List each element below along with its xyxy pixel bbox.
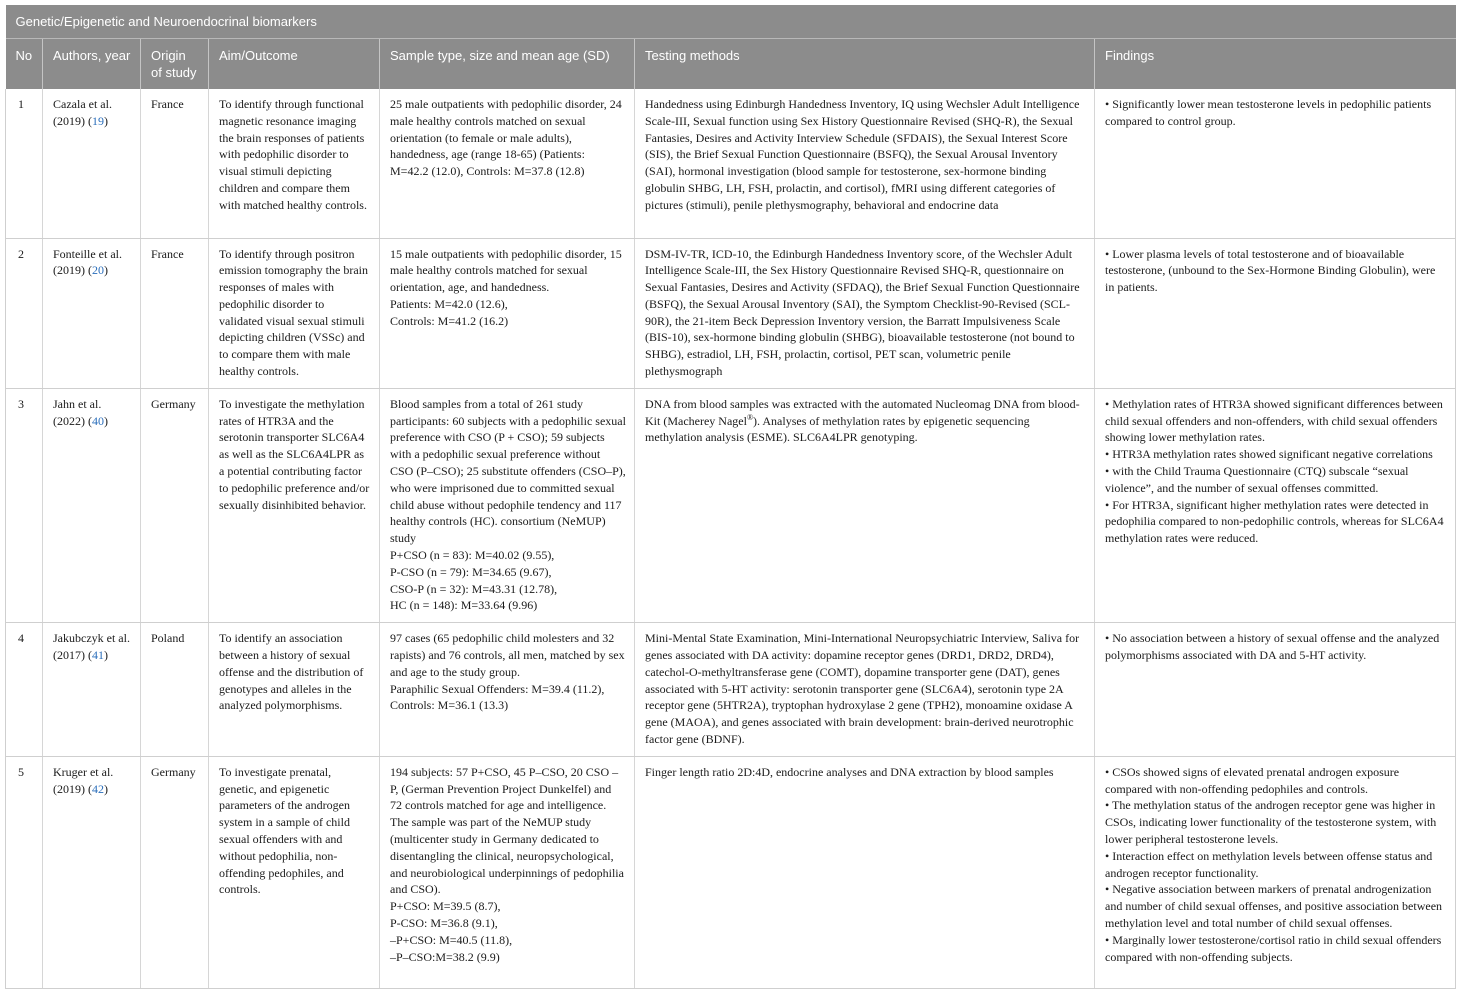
sample-line: P-CSO: M=36.8 (9.1), [390, 915, 498, 930]
reference-link[interactable]: 40 [92, 413, 104, 428]
sample-line: Blood samples from a total of 261 study participants: 60 subjects with a pedophilic sexual preference with CSO (P + CSO); 59 subjects with a pedophilic sexual preference without CSO (P–CSO); 25 substitute offenders (CSO–P), who were imprisoned due to committed sexual child abuse without pedophile tendency and 117 healthy controls (HC). consortium (NeMUP) study [390, 396, 626, 546]
table-row [6, 388, 1456, 622]
cell-origin: France [141, 89, 209, 238]
sample-line: –P+CSO: M=40.5 (11.8), [390, 932, 513, 947]
table-row [6, 89, 1456, 238]
finding-item: • Lower plasma levels of total testosterone and of bioavailable testosterone, (unbound to the Sex-Hormone Binding Globulin), were in patients. [1105, 246, 1436, 295]
cell-methods: Handedness using Edinburgh Handedness Inventory, IQ using Wechsler Adult Intelligence Scale-III, Sexual function using Sex History Questionnaire Revised (SHQ-R), the Sexual Fantasies, Desires and Activity Interview Schedule (SFDAIS), the Sexual Interest Score (SIS), the Brief Sexual Function Questionnaire (BSFQ), the Sexual Arousal Inventory (SAI), hormonal investigation (blood sample for testosterone, sex-hormone binding globulin SHBG, LH, FSH, prolactin, and cortisol), fMRI using different categories of pictures (stimuli), penile plethysmography, behavioral and endocrine data [635, 89, 1095, 238]
header-no: No [6, 39, 43, 90]
finding-item: • Interaction effect on methylation levels between offense status and androgen receptor functionality. [1105, 848, 1433, 880]
authors-text: Jakubczyk et al. (2017) ( [53, 631, 130, 663]
cell-aim: To identify through positron emission tomography the brain responses of males with pedophilic disorder to validated visual sexual stimuli depicting children (VSSc) and to compare them with male healthy controls. [209, 238, 380, 388]
sample-line: 15 male outpatients with pedophilic disorder, 15 male healthy controls matched for sexual orientation, age, and handedness. [390, 246, 622, 295]
cell-no: 3 [6, 388, 43, 622]
sample-line: Controls: M=41.2 (16.2) [390, 313, 509, 328]
cell-methods [635, 388, 1095, 622]
cell-authors [43, 623, 141, 757]
authors-close: ) [104, 263, 108, 278]
cell-no: 4 [6, 623, 43, 757]
sample-line: Controls: M=36.1 (13.3) [390, 698, 509, 713]
authors-text: Jahn et al. (2022) ( [53, 396, 102, 428]
finding-item: • Marginally lower testosterone/cortisol ratio in child sexual offenders compared with non-offending subjects. [1105, 932, 1442, 964]
authors-close: ) [104, 413, 108, 428]
header-aim: Aim/Outcome [209, 39, 380, 90]
table-row [6, 756, 1456, 988]
sample-line: 194 subjects: 57 P+CSO, 45 P–CSO, 20 CSO –P, (German Prevention Project Dunkelfel) and 72 controls matched for age and intelligence. The sample was part of the NeMUP study (multicenter study in Germany dedicated to disentangling the clinical, neuropsychological, and neurobiological underpinnings of pedophilia and CSO). [390, 764, 624, 897]
sample-line: Patients: M=42.0 (12.6), [390, 296, 508, 311]
cell-no: 1 [6, 89, 43, 238]
cell-authors [43, 238, 141, 388]
cell-no: 2 [6, 238, 43, 388]
sample-line: CSO-P (n = 32): M=43.31 (12.78), [390, 581, 558, 596]
cell-no: 5 [6, 756, 43, 988]
cell-findings [1095, 89, 1456, 238]
sample-line: HC (n = 148): M=33.64 (9.96) [390, 598, 538, 613]
authors-text: Kruger et al. (2019) ( [53, 764, 114, 796]
cell-origin: Poland [141, 623, 209, 757]
cell-findings [1095, 388, 1456, 622]
biomarker-table [5, 5, 1456, 989]
header-sample: Sample type, size and mean age (SD) [380, 39, 635, 90]
methods-text-cont: ). Analyses of methylation rates by epigenetic sequencing methylation analysis (ESME). SLC6A4LPR genotyping. [645, 413, 1030, 445]
sample-line: 97 cases (65 pedophilic child molesters and 32 rapists) and 76 controls, all men, matched by sex and age to the study group. [390, 631, 625, 679]
header-findings: Findings [1095, 39, 1456, 90]
authors-close: ) [104, 648, 108, 663]
reference-link[interactable]: 42 [92, 781, 104, 796]
table-row [6, 238, 1456, 388]
header-authors: Authors, year [43, 39, 141, 90]
cell-origin: Germany [141, 388, 209, 622]
cell-findings [1095, 756, 1456, 988]
header-methods: Testing methods [635, 39, 1095, 90]
sample-line: P+CSO (n = 83): M=40.02 (9.55), [390, 548, 555, 563]
cell-authors [43, 756, 141, 988]
authors-text: Fonteille et al. (2019) ( [53, 246, 122, 278]
sample-line: –P–CSO:M=38.2 (9.9) [390, 949, 500, 964]
sample-line: P+CSO: M=39.5 (8.7), [390, 899, 501, 914]
cell-aim: To investigate prenatal, genetic, and epigenetic parameters of the androgen system in a sample of child sexual offenders with and without pedophilia, non-offending pedophiles, and controls. [209, 756, 380, 988]
cell-aim: To identify an association between a history of sexual offense and the distribution of genotypes and alleles in the analyzed polymorphisms. [209, 623, 380, 757]
cell-methods: DSM-IV-TR, ICD-10, the Edinburgh Handedness Inventory score, of the Wechsler Adult Intelligence Scale-III, the Sex History Questionnaire Revised SHQ-R, questionnaire on Sexual Fantasies, Desires and Activity (SFDAQ), the Brief Sexual Function Questionnaire (BSFQ), the Sexual Arousal Inventory (SAI), the Symptom Checklist-90-Revised (SCL-90R), the 21-item Beck Depression Inventory version, the Barratt Impulsiveness Scale (BIS-10), sex-hormone binding globulin (SHBG), bioavailable testosterone (not bound to SHBG), estradiol, LH, FSH, prolactin, cortisol, PET scan, volumetric penile plethysmograph [635, 238, 1095, 388]
finding-item: • Methylation rates of HTR3A showed significant differences between child sexual offenders and non-offenders, with child sexual offenders showing lower methylation rates. [1105, 396, 1443, 445]
finding-item: • Negative association between markers of prenatal androgenization and number of child sexual offenses, and positive association between methylation level and total number of child sexual offenses. [1105, 882, 1443, 930]
finding-item: • with the Child Trauma Questionnaire (CTQ) subscale “sexual violence”, and the number of sexual offenses committed. [1105, 464, 1409, 495]
table-caption-row [6, 5, 1456, 39]
table-header-row [6, 39, 1456, 90]
authors-close: ) [104, 781, 108, 796]
biomarker-table-container [5, 5, 1455, 989]
cell-aim: To investigate the methylation rates of HTR3A and the serotonin transporter SLC6A4 as well as the SLC6A4LPR as a potential contributing factor to pedophilic preference and/or sexually disinhibited behavior. [209, 388, 380, 622]
cell-sample [380, 756, 635, 988]
cell-findings [1095, 623, 1456, 757]
table-row [6, 623, 1456, 757]
cell-origin: Germany [141, 756, 209, 988]
reference-link[interactable]: 19 [92, 113, 104, 128]
cell-authors [43, 388, 141, 622]
sample-line: P-CSO (n = 79): M=34.65 (9.67), [390, 564, 552, 579]
finding-item: • No association between a history of sexual offense and the analyzed polymorphisms associated with DA and 5-HT activity. [1105, 631, 1440, 663]
authors-text: Cazala et al. (2019) ( [53, 97, 112, 128]
cell-findings [1095, 238, 1456, 388]
header-origin: Origin of study [141, 39, 209, 90]
cell-sample [380, 388, 635, 622]
cell-authors [43, 89, 141, 238]
cell-sample [380, 89, 635, 238]
cell-aim: To identify through functional magnetic resonance imaging the brain responses of patients with pedophilic disorder to visual stimuli depicting children and compare them with matched healthy controls. [209, 89, 380, 238]
finding-item: • CSOs showed signs of elevated prenatal androgen exposure compared with non-offending pedophiles and controls. [1105, 764, 1400, 796]
cell-sample [380, 623, 635, 757]
finding-item: • The methylation status of the androgen receptor gene was higher in CSOs, indicating lower functionality of the testosterone system, with lower peripheral testosterone levels. [1105, 798, 1437, 846]
authors-close: ) [104, 113, 108, 128]
finding-item: • Significantly lower mean testosterone levels in pedophilic patients compared to control group. [1105, 97, 1432, 128]
cell-methods: Mini-Mental State Examination, Mini-International Neuropsychiatric Interview, Saliva for genes associated with DA activity: dopamine receptor genes (DRD1, DRD2, DRD4), catechol-O-methyltransferase gene (COMT), dopamine transporter gene (DAT), genes associated with 5-HT activity: serotonin transporter gene (SLC6A4), serotonin type 2A receptor gene (5HTR2A), tryptophan hydroxylase 2 gene (TPH2), monoamine oxidase A gene (MAOA), and genes associated with brain development: brain-derived neurotrophic factor gene (BDNF). [635, 623, 1095, 757]
sample-line: 25 male outpatients with pedophilic disorder, 24 male healthy controls matched on sexual orientation (to female or male adults), handedness, age (range 18-65) (Patients: M=42.2 (12.0), Controls: M=37.8 (12.8) [390, 97, 622, 179]
sample-line: Paraphilic Sexual Offenders: M=39.4 (11.2), [390, 681, 605, 696]
cell-origin: France [141, 238, 209, 388]
registered-mark: ® [746, 412, 754, 422]
methods-text: DNA from blood samples was extracted with the automated Nucleomag DNA from blood-Kit (Macherey Nagel [645, 396, 1080, 428]
reference-link[interactable]: 41 [92, 648, 104, 663]
cell-sample [380, 238, 635, 388]
finding-item: • For HTR3A, significant higher methylation rates were detected in pedophilia compared to non-pedophilic controls, whereas for SLC6A4 methylation rates were reduced. [1105, 497, 1444, 546]
cell-methods: Finger length ratio 2D:4D, endocrine analyses and DNA extraction by blood samples [635, 756, 1095, 988]
finding-item: • HTR3A methylation rates showed significant negative correlations [1105, 447, 1433, 462]
table-caption: Genetic/Epigenetic and Neuroendocrinal biomarkers [6, 5, 1456, 39]
reference-link[interactable]: 20 [92, 263, 104, 278]
